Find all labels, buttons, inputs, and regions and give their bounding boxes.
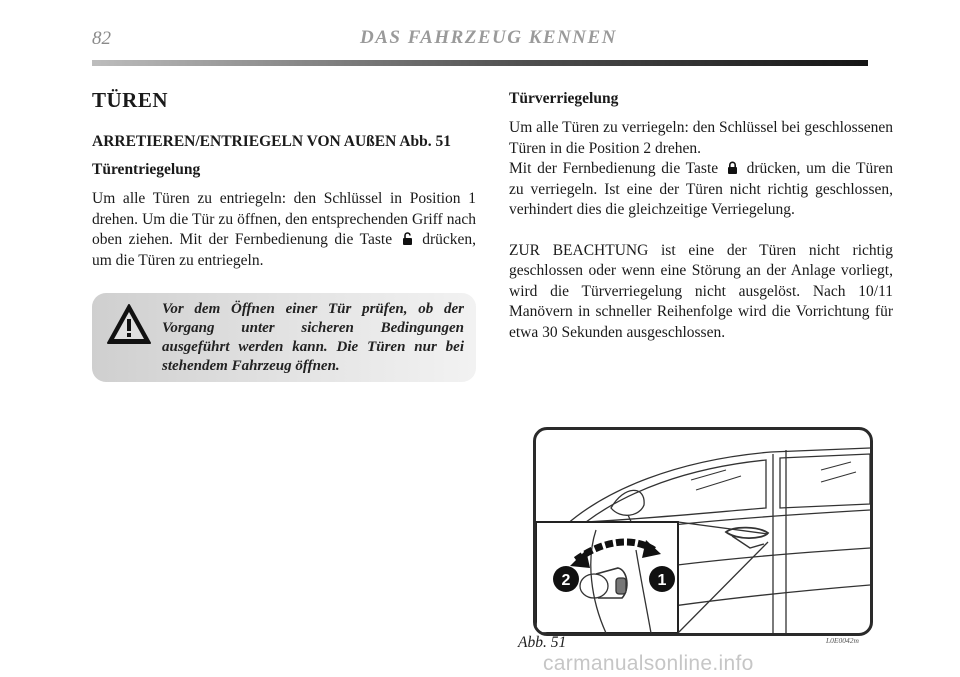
lock-text-a: Mit der Fernbedienung die Taste: [509, 160, 719, 177]
lock-icon: [727, 161, 738, 174]
section-title: TÜREN: [92, 88, 169, 112]
figure-caption: Abb. 51: [518, 634, 567, 651]
page-number: 82: [92, 28, 111, 49]
left-column: [92, 88, 476, 281]
warning-text: Vor dem Öffnen einer Tür prüfen, ob der Vorgang unter sicheren Bedingungen ausgeführt werden kann. Die Türen nur bei stehendem Fahrzeug öffnen.: [162, 301, 464, 374]
right-column: [509, 90, 893, 353]
figure-code: L0E0042m: [826, 636, 859, 645]
marker-2: 2: [561, 572, 571, 589]
header-rule: [92, 60, 868, 66]
note-paragraph: ZUR BEACHTUNG ist eine der Türen nicht richtig geschlossen oder wenn eine Störung an der Anlage vorliegt, wird die Türverriegelung nicht ausgelöst. Nach 10/11 Manövern in schneller Reihenfolge wird die Vorrichtung für etwa 30 Sekunden ausgeschlossen.: [509, 241, 893, 341]
warning-text-block: [104, 300, 464, 376]
marker-1: 1: [657, 572, 667, 589]
warning-box: [92, 293, 476, 382]
unlock-heading: Türentriegelung: [92, 161, 201, 178]
lock-paragraph-1: Um alle Türen zu verriegeln: den Schlüssel bei geschlossenen Türen in die Position 2 drehen.: [509, 119, 893, 157]
unlock-icon: [402, 232, 413, 245]
watermark: carmanualsonline.info: [543, 652, 754, 675]
unlock-text-b: drücken, um die Türen zu entriegeln.: [92, 231, 477, 269]
lock-text-b: drücken, um die Türen zu verriegeln. Ist eine der Türen nicht richtig geschlossen, verhindert dies die gleichzeitige Verriegelung.: [509, 160, 893, 218]
section-heading: ARRETIEREN/ENTRIEGELN VON AUßEN Abb. 51: [92, 133, 452, 150]
unlock-paragraph: [92, 189, 476, 271]
unlock-text-a: Um alle Türen zu entriegeln: den Schlüssel in Position 1 drehen. Um die Tür zu öffnen, den entsprechenden Griff nach oben ziehen. Mit der Fernbedienung die Taste: [92, 190, 476, 248]
chapter-title: DAS FAHRZEUG KENNEN: [360, 27, 617, 48]
car-door-drawing: [536, 430, 870, 633]
lock-paragraph-2: [509, 159, 893, 221]
lock-heading: Türverriegelung: [509, 90, 619, 107]
figure-illustration: [533, 427, 873, 636]
